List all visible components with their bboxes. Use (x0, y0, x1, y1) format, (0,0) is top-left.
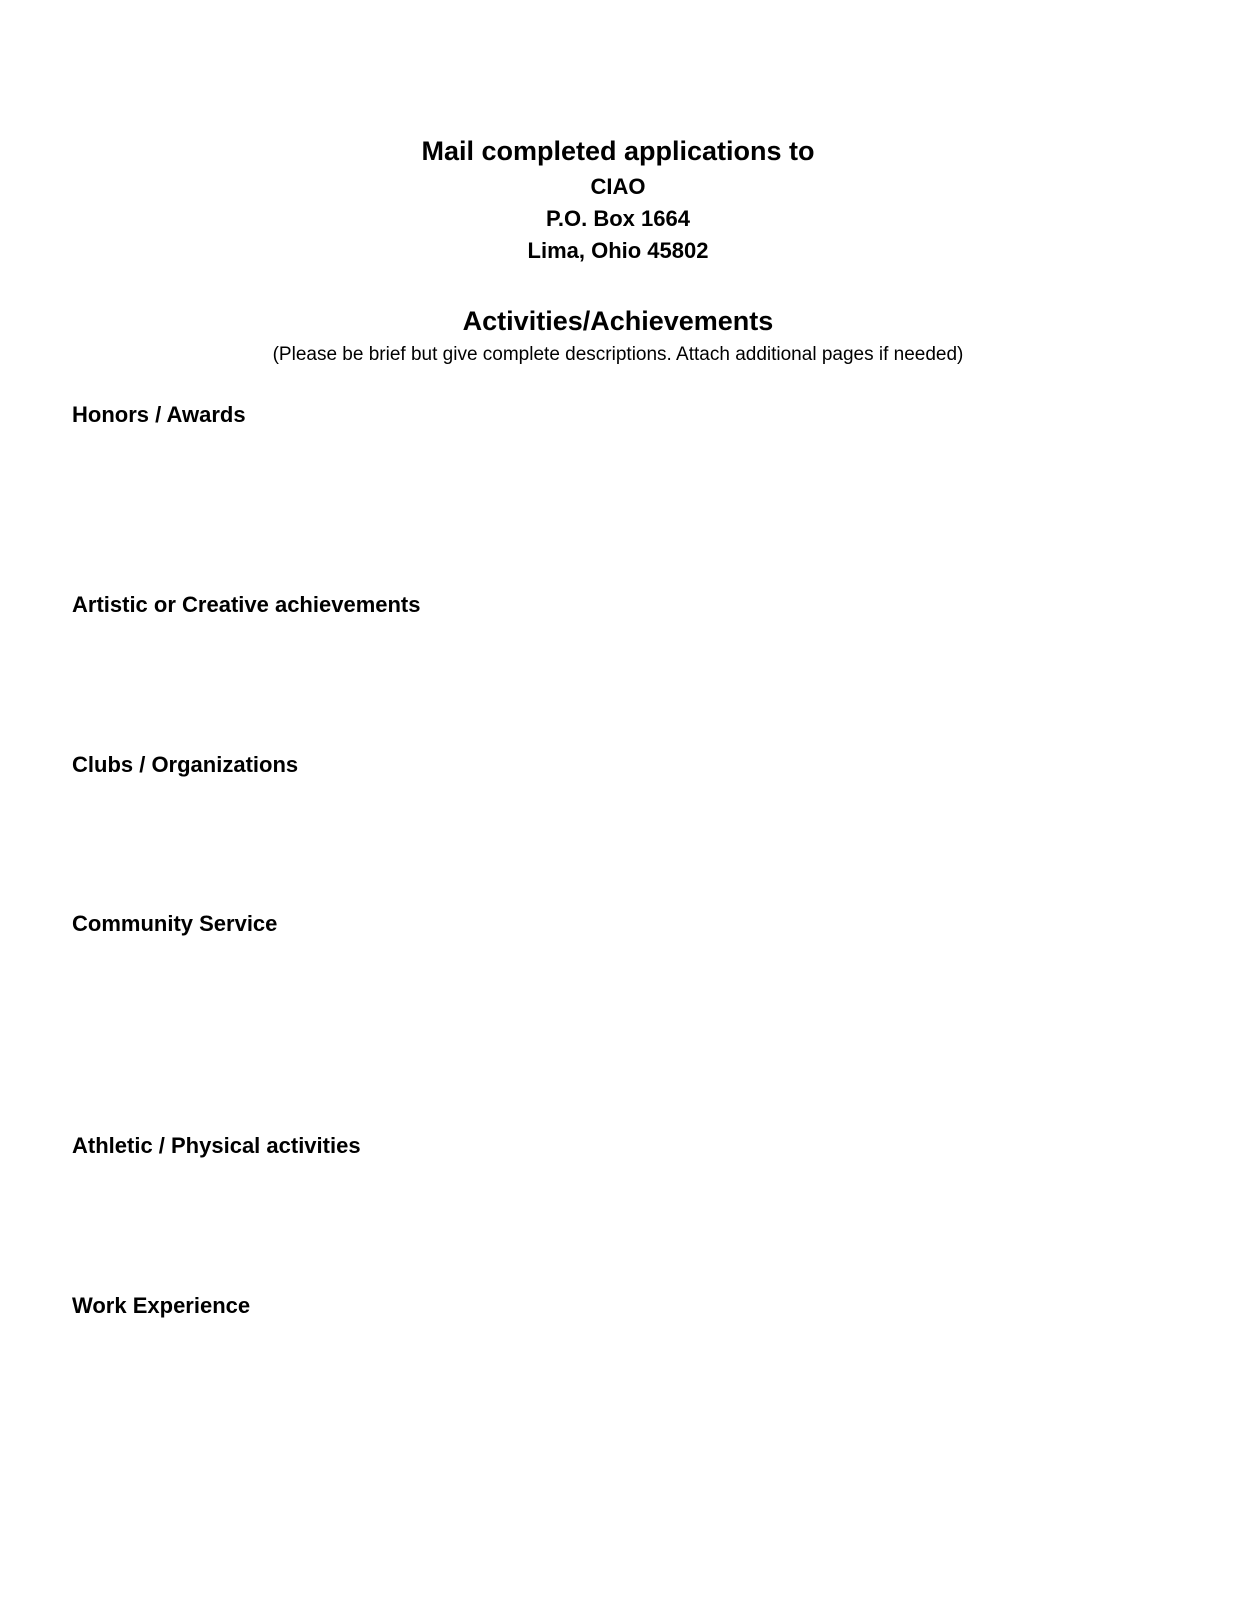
section-clubs-organizations: Clubs / Organizations (72, 752, 299, 777)
section-athletic-physical: Athletic / Physical activities (72, 1133, 361, 1158)
city-state-zip: Lima, Ohio 45802 (527, 238, 709, 263)
form-title: Activities/Achievements (462, 306, 774, 336)
section-community-service: Community Service (72, 911, 278, 936)
organization-name: CIAO (590, 174, 646, 199)
po-box-address: P.O. Box 1664 (546, 206, 690, 231)
section-honors-awards: Honors / Awards (72, 402, 246, 427)
section-work-experience: Work Experience (72, 1293, 251, 1318)
form-instructions: (Please be brief but give complete descriptions. Attach additional pages if needed) (272, 344, 964, 365)
mailing-heading: Mail completed applications to (421, 136, 815, 166)
section-artistic-creative: Artistic or Creative achievements (72, 592, 421, 617)
